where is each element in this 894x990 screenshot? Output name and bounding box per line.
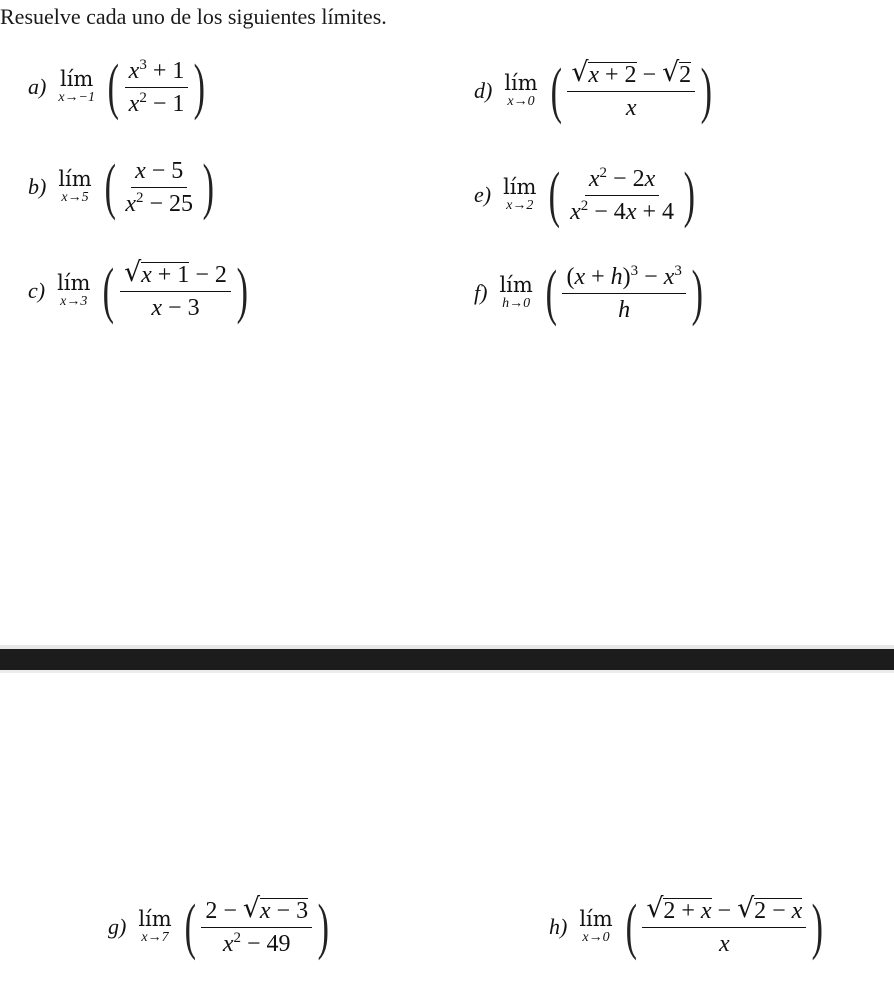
left-paren: ( <box>103 257 115 325</box>
sqrt-symbol: √ x − 3 <box>243 897 308 925</box>
right-paren: ) <box>811 893 824 961</box>
limit-subscript: x→5 <box>61 190 89 205</box>
denominator: h <box>618 296 631 323</box>
numerator: x − 5 <box>131 157 187 188</box>
limit-subscript: h→0 <box>502 296 531 311</box>
limit-operator <box>58 168 91 206</box>
right-paren: ) <box>691 259 703 327</box>
fraction <box>120 261 231 322</box>
numerator: $x^2 - 2x$ <box>585 165 659 196</box>
fraction <box>121 157 197 218</box>
limit-operator <box>57 272 90 310</box>
numerator: √ 2 + x − √ 2 − x <box>642 897 806 928</box>
limit-subscript: x→3 <box>60 294 88 309</box>
fraction <box>125 57 189 118</box>
limit-operator <box>504 72 537 110</box>
right-paren: ) <box>202 153 215 221</box>
left-paren: ( <box>625 893 637 961</box>
exercise-label: h) <box>549 914 568 939</box>
numerator: 2 − √ x − 3 <box>201 897 312 928</box>
sqrt-symbol: √ x + 2 <box>571 61 636 89</box>
exercise-label: a) <box>28 74 47 99</box>
denominator: $x^2 - 25$ <box>125 189 194 217</box>
limit-subscript: x→0 <box>582 930 610 945</box>
left-paren: ( <box>107 53 120 121</box>
limit-subscript: x→−1 <box>58 90 95 105</box>
right-paren: ) <box>194 53 206 121</box>
right-paren: ) <box>236 257 248 325</box>
instruction-text: Resuelve cada uno de los siguientes límites. <box>0 4 387 29</box>
limit-operator <box>58 68 95 106</box>
right-paren: ) <box>700 57 713 125</box>
lim-word: lím <box>57 271 91 295</box>
numerator: √ x + 1 − 2 <box>120 261 231 292</box>
limit-operator <box>138 908 171 946</box>
limit-operator <box>579 908 612 946</box>
sqrt-symbol: √ 2 + x <box>646 897 711 925</box>
fraction <box>567 61 695 122</box>
exercise-label: g) <box>108 914 127 939</box>
denominator: $x^2 - 1$ <box>128 89 185 117</box>
lim-word: lím <box>499 273 533 297</box>
exercise-a <box>28 53 210 121</box>
sqrt-symbol: √ 2 − x <box>737 897 802 925</box>
exercise-b <box>28 153 219 221</box>
left-paren: ( <box>549 161 561 229</box>
denominator: $x^2 - 49$ <box>222 929 291 957</box>
denominator: $x^2 - 4x + 4$ <box>570 197 675 225</box>
denominator: x − 3 <box>151 294 200 321</box>
lim-word: lím <box>504 71 538 95</box>
lim-word: lím <box>58 167 92 191</box>
limit-subscript: x→7 <box>141 930 169 945</box>
fraction <box>562 263 685 324</box>
left-paren: ( <box>104 153 116 221</box>
exercise-label: f) <box>474 280 488 305</box>
denominator: x <box>718 930 730 957</box>
right-paren: ) <box>683 161 696 229</box>
page-divider-bar <box>0 649 894 670</box>
limit-subscript: x→2 <box>506 198 534 213</box>
lim-word: lím <box>503 175 537 199</box>
fraction <box>642 897 806 958</box>
exercise-label: e) <box>474 182 492 207</box>
sqrt-symbol: √ x + 1 <box>124 261 189 289</box>
lim-word: lím <box>138 907 172 931</box>
divider-edge <box>0 670 894 673</box>
numerator: √ x + 2 − √ 2 <box>567 61 695 92</box>
exercise-label: d) <box>474 78 493 103</box>
exercise-label: b) <box>28 174 47 199</box>
right-paren: ) <box>317 893 330 961</box>
exercise-g <box>108 893 334 961</box>
exercise-d <box>474 57 717 125</box>
limit-operator <box>499 274 532 312</box>
numerator: $x^3 + 1$ <box>125 57 189 88</box>
left-paren: ( <box>184 893 196 961</box>
sqrt-symbol: √ 2 <box>662 61 691 89</box>
lim-word: lím <box>579 907 613 931</box>
numerator: $(x + h)^3 - x^3$ <box>562 263 685 294</box>
exercise-c <box>28 257 253 325</box>
denominator: x <box>625 94 637 121</box>
fraction <box>566 165 678 226</box>
left-paren: ( <box>545 259 557 327</box>
exercise-label: c) <box>28 278 46 303</box>
exercise-e <box>474 161 700 229</box>
left-paren: ( <box>550 57 562 125</box>
exercise-h <box>549 893 828 961</box>
limit-subscript: x→0 <box>507 94 535 109</box>
limit-operator <box>503 176 536 214</box>
lim-word: lím <box>59 67 94 91</box>
exercise-f <box>474 259 708 327</box>
fraction <box>201 897 312 958</box>
